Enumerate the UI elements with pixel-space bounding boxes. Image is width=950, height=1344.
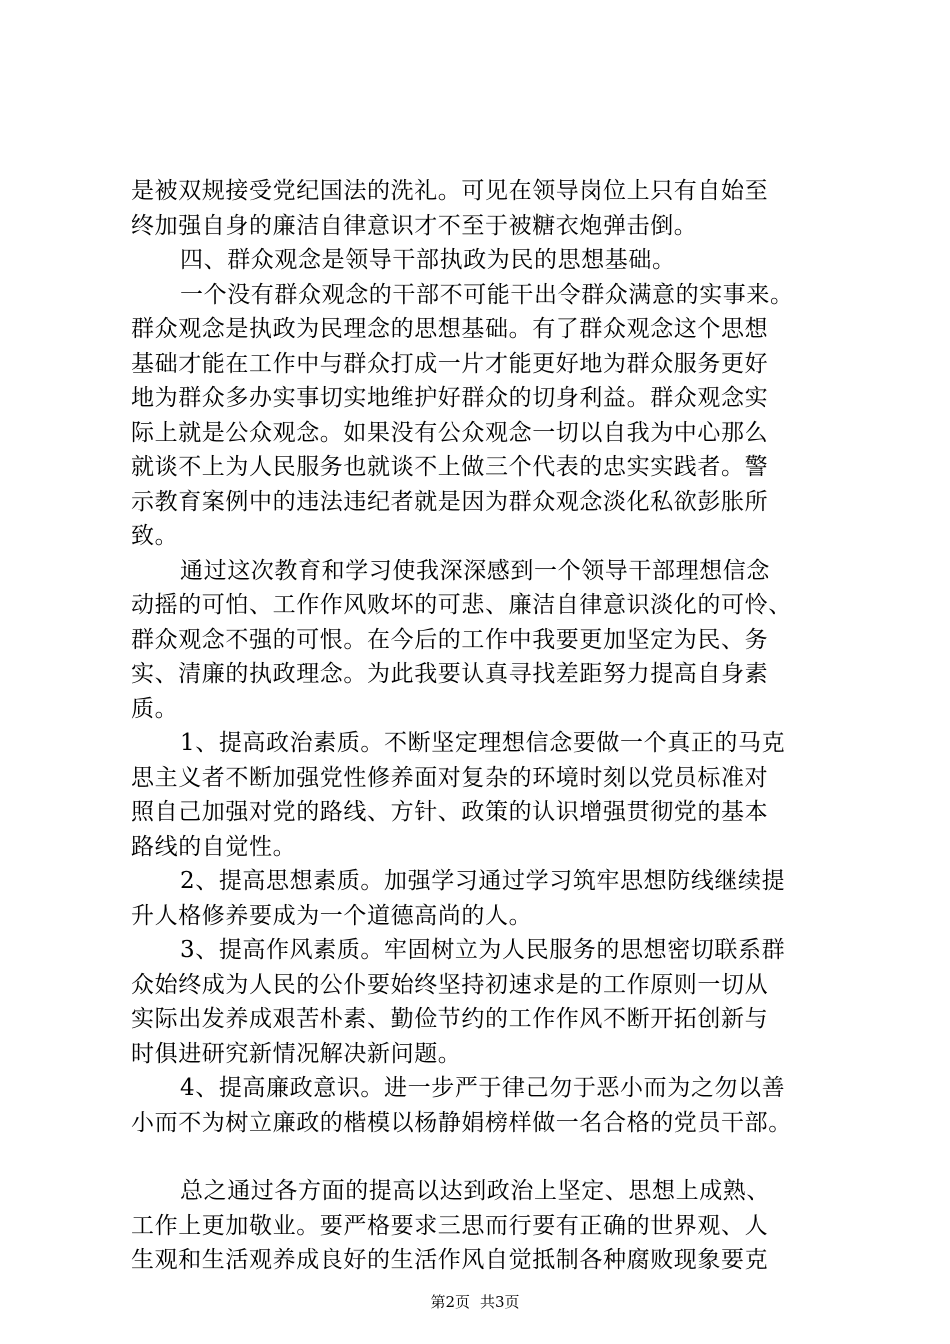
- text-line: 照自己加强对党的路线、方针、政策的认识增强贯彻党的基本: [131, 799, 769, 825]
- text-line: 四、群众观念是领导干部执政为民的思想基础。: [180, 247, 676, 273]
- text-line: 实、清廉的执政理念。为此我要认真寻找差距努力提高自身素: [131, 661, 769, 687]
- text-line: 通过这次教育和学习使我深深感到一个领导干部理想信念: [180, 557, 770, 584]
- text-line: 思主义者不断加强党性修养面对复杂的环境时刻以党员标准对: [131, 764, 769, 791]
- text-line: 群众观念不强的可恨。在今后的工作中我要更加坚定为民、务: [131, 626, 769, 653]
- text-line: 示教育案例中的违法违纪者就是因为群众观念淡化私欲彭胀所: [131, 488, 769, 515]
- document-body: [131, 174, 846, 1278]
- text-line: 工作上更加敬业。要严格要求三思而行要有正确的世界观、人: [131, 1212, 769, 1239]
- text-line: 一个没有群众观念的干部不可能干出令群众满意的实事来。: [180, 281, 794, 308]
- text-line: 终加强自身的廉洁自律意识才不至于被糖衣炮弹击倒。: [131, 212, 698, 239]
- text-line: 群众观念是执政为民理念的思想基础。有了群众观念这个思想: [131, 316, 769, 342]
- text-line: 升人格修养要成为一个道德高尚的人。: [131, 902, 533, 929]
- text-line: 是被双规接受党纪国法的洗礼。可见在领导岗位上只有自始至: [131, 178, 769, 204]
- text-line: 实际出发养成艰苦朴素、勤俭节约的工作作风不断开拓创新与: [131, 1006, 769, 1032]
- text-line: 致。: [131, 523, 179, 549]
- paragraph-block: [131, 1174, 846, 1278]
- page-number: 第2页: [430, 1293, 470, 1311]
- text-line: 时俱进研究新情况解决新问题。: [131, 1040, 462, 1067]
- text-line: 小而不为树立廉政的楷模以杨静娟榜样做一名合格的党员干部。: [131, 1109, 792, 1136]
- page-total: 共3页: [480, 1293, 520, 1311]
- text-line: 4、提高廉政意识。进一步严于律己勿于恶小而为之勿以善: [180, 1075, 786, 1101]
- text-line: 3、提高作风素质。牢固树立为人民服务的思想密切联系群: [180, 937, 786, 963]
- text-line: 就谈不上为人民服务也就谈不上做三个代表的忠实实践者。警: [131, 454, 769, 480]
- text-line: 众始终成为人民的公仆要始终坚持初速求是的工作原则一切从: [131, 971, 769, 998]
- paragraph-block: [131, 174, 846, 1140]
- text-line: 2、提高思想素质。加强学习通过学习筑牢思想防线继续提: [180, 868, 786, 894]
- text-line: 动摇的可怕、工作作风败坏的可悲、廉洁自律意识淡化的可怜、: [131, 592, 792, 618]
- text-line: 1、提高政治素质。不断坚定理想信念要做一个真正的马克: [180, 730, 786, 756]
- text-line: 基础才能在工作中与群众打成一片才能更好地为群众服务更好: [131, 350, 769, 377]
- text-line: 际上就是公众观念。如果没有公众观念一切以自我为中心那么: [131, 419, 769, 446]
- text-line: 质。: [131, 695, 179, 722]
- text-line: 生观和生活观养成良好的生活作风自觉抵制各种腐败现象要克: [131, 1247, 769, 1273]
- page-footer: [0, 1292, 950, 1312]
- text-line: 路线的自觉性。: [131, 833, 297, 860]
- text-line: 总之通过各方面的提高以达到政治上坚定、思想上成熟、: [180, 1178, 770, 1204]
- text-line: 地为群众多办实事切实地维护好群众的切身利益。群众观念实: [131, 385, 769, 411]
- paragraph-gap: [131, 1140, 846, 1174]
